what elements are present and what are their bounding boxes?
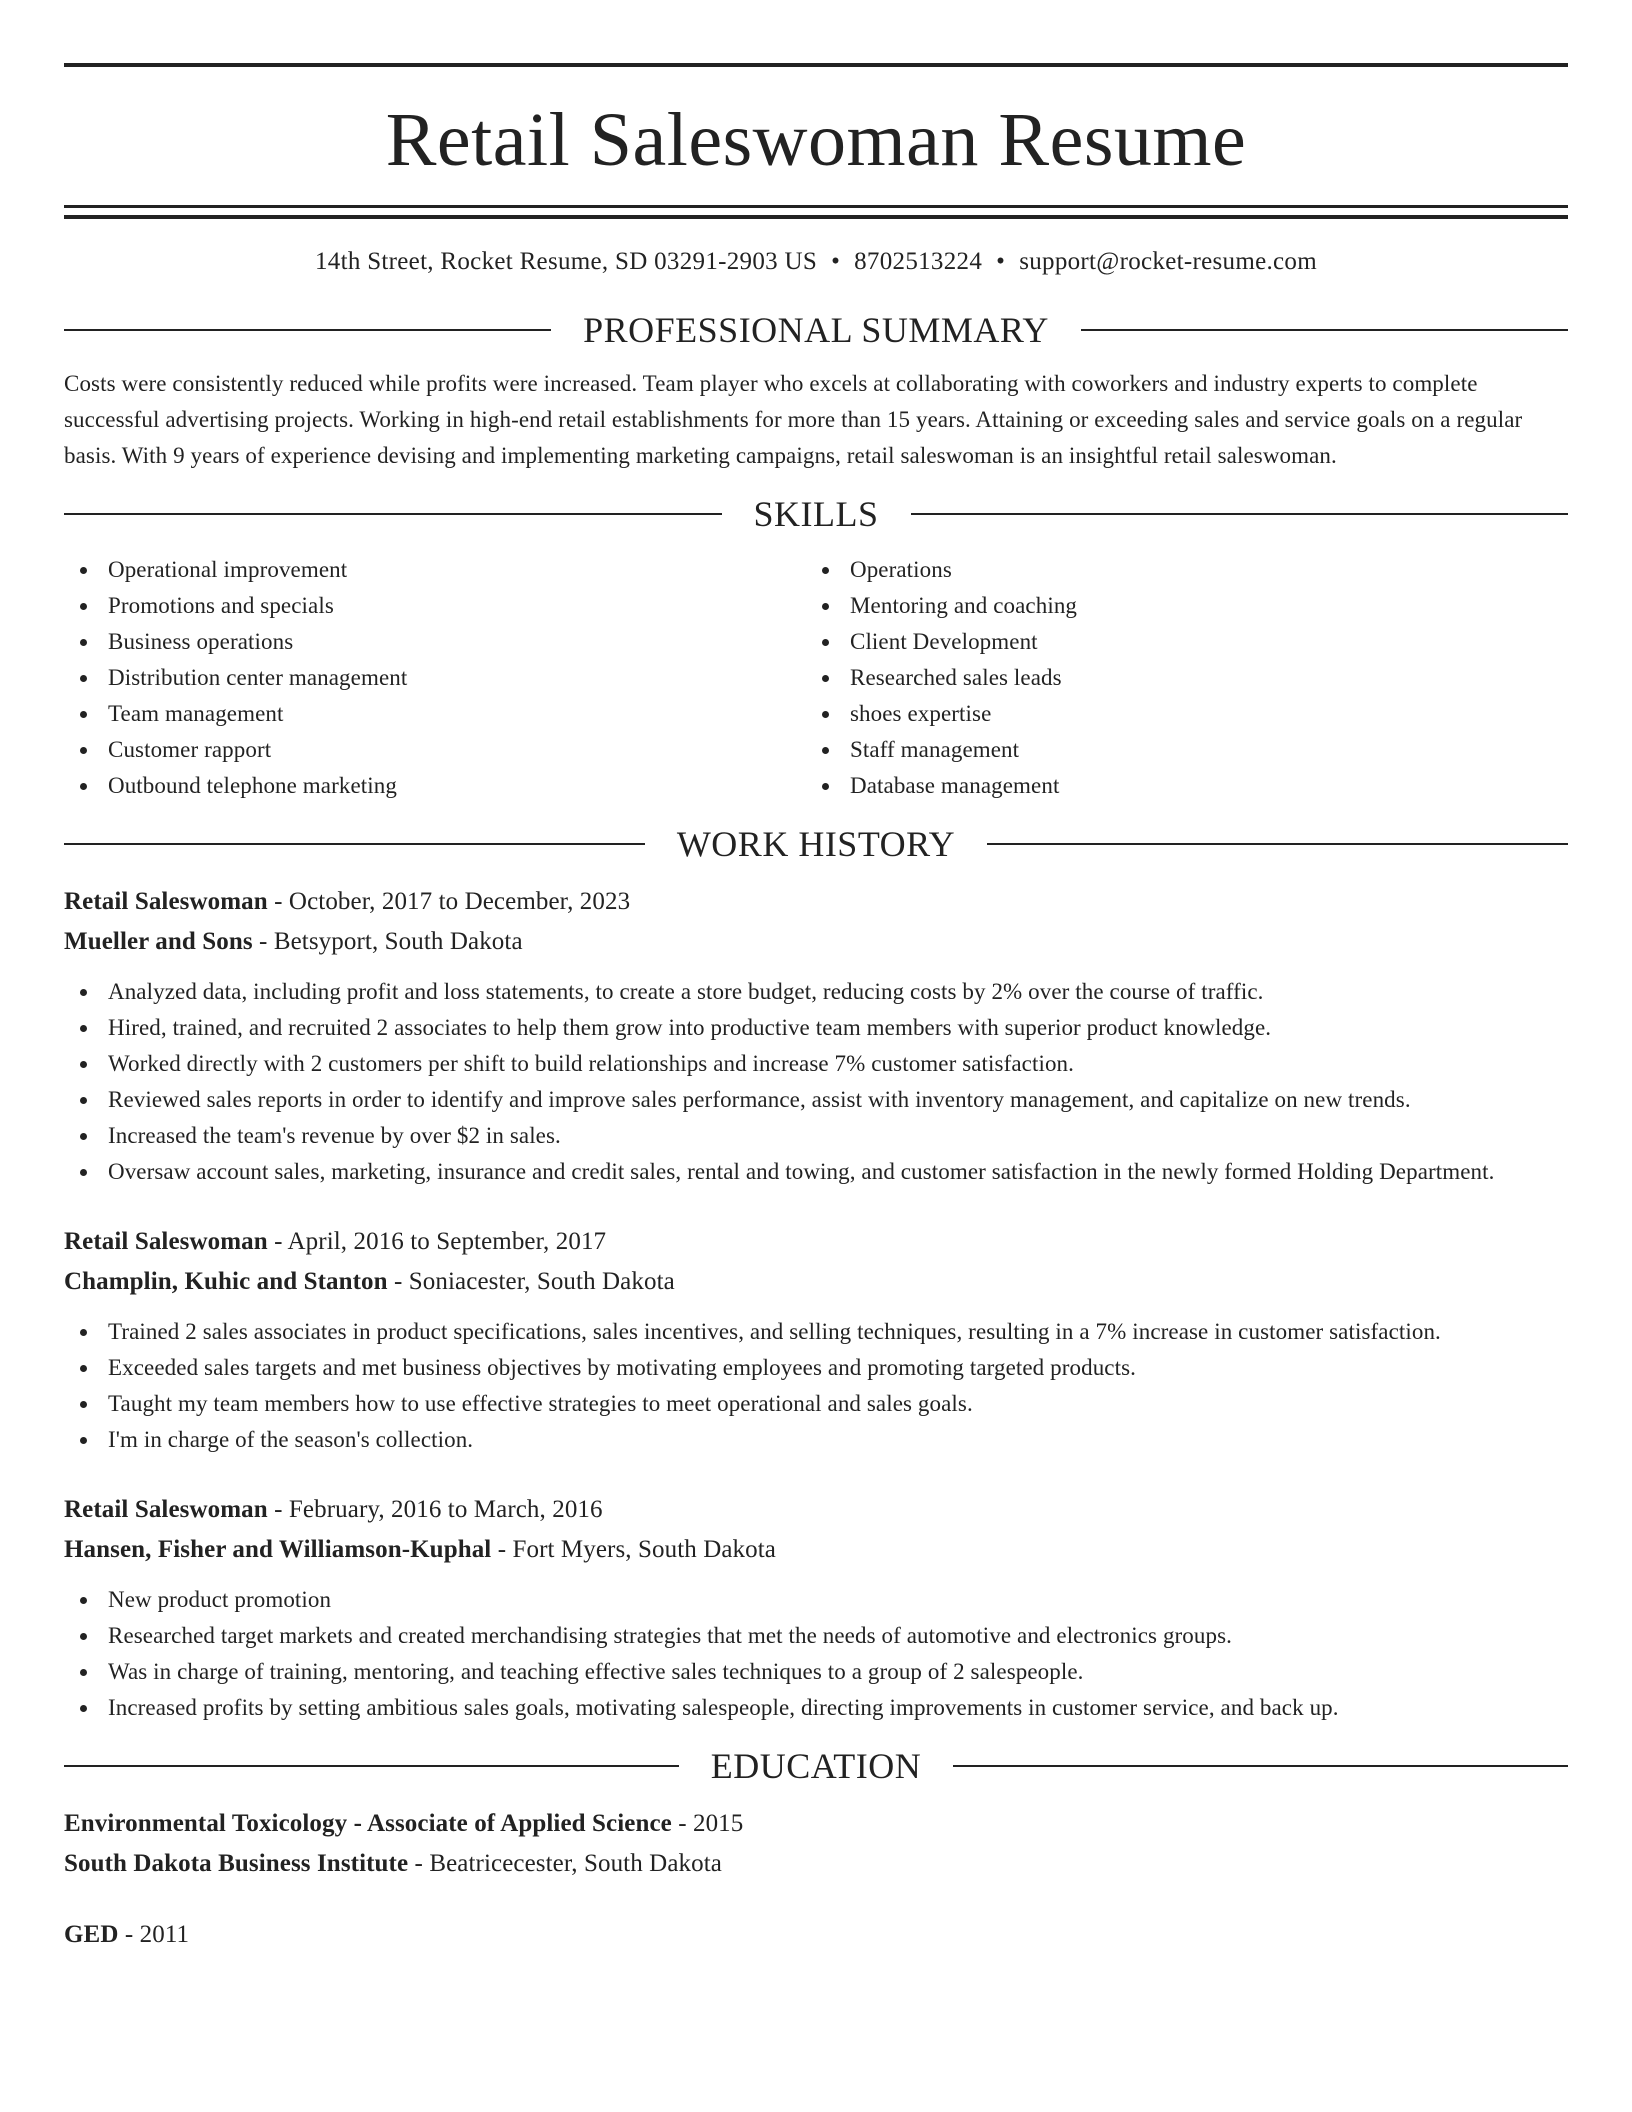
- contact-email: support@rocket-resume.com: [1019, 248, 1317, 275]
- job-dates: October, 2017 to December, 2023: [288, 888, 631, 915]
- section-heading-work: [64, 822, 1568, 866]
- job-title: Retail Saleswoman: [64, 1496, 268, 1523]
- job-bullet: Reviewed sales reports in order to identify and improve sales performance, assist with inventory management, and capitalize on new trends.: [64, 1082, 1568, 1118]
- job-location: Soniacester, South Dakota: [408, 1268, 675, 1295]
- skill-item: Researched sales leads: [806, 660, 1548, 696]
- education-school: South Dakota Business Institute: [64, 1850, 409, 1877]
- job-bullet: I'm in charge of the season's collection.: [64, 1422, 1568, 1458]
- job-bullets: [64, 1314, 1568, 1458]
- skill-item: Client Development: [806, 624, 1548, 660]
- heading-label: EDUCATION: [710, 1746, 922, 1786]
- job-title-line: Retail Saleswoman - April, 2016 to September, 2017: [64, 1228, 607, 1255]
- education-year: 2011: [139, 1921, 190, 1948]
- contact-separator: •: [831, 248, 841, 275]
- job-bullet: Researched target markets and created merchandising strategies that met the needs of automotive and electronics groups.: [64, 1618, 1568, 1654]
- heading-rule: [911, 513, 1569, 515]
- job-bullet: New product promotion: [64, 1582, 1568, 1618]
- heading-rule: [64, 513, 722, 515]
- skills-column-left: [64, 552, 806, 804]
- skill-item: Operations: [806, 552, 1548, 588]
- section-heading-skills: [64, 492, 1568, 536]
- job-location: Fort Myers, South Dakota: [512, 1536, 776, 1563]
- job-title-line: Retail Saleswoman - February, 2016 to March, 2016: [64, 1496, 603, 1523]
- education-degree-line: GED - 2011: [64, 1921, 190, 1948]
- skill-item: Operational improvement: [64, 552, 806, 588]
- job-bullet: Analyzed data, including profit and loss statements, to create a store budget, reducing costs by 2% over the course of traffic.: [64, 974, 1568, 1010]
- skills-list: [64, 552, 1568, 804]
- contact-phone: 8702513224: [854, 248, 983, 275]
- education-year: 2015: [692, 1810, 744, 1837]
- resume-page: [64, 0, 1568, 1955]
- skill-item: Customer rapport: [64, 732, 806, 768]
- heading-rule: [64, 1765, 679, 1767]
- job-entry: [64, 1222, 1568, 1458]
- education-degree-line: Environmental Toxicology - Associate of Applied Science - 2015: [64, 1810, 744, 1837]
- contact-separator: •: [996, 248, 1006, 275]
- job-company: Champlin, Kuhic and Stanton: [64, 1268, 388, 1295]
- section-heading-education: [64, 1744, 1568, 1788]
- section-heading-summary: [64, 308, 1568, 352]
- job-bullet: Trained 2 sales associates in product specifications, sales incentives, and selling techniques, resulting in a 7% increase in customer satisfaction.: [64, 1314, 1568, 1350]
- skill-item: Outbound telephone marketing: [64, 768, 806, 804]
- contact-address: 14th Street, Rocket Resume, SD 03291-2903 US: [315, 248, 818, 275]
- heading-rule: [1081, 329, 1568, 331]
- job-bullet: Hired, trained, and recruited 2 associates to help them grow into productive team members with superior product knowledge.: [64, 1010, 1568, 1046]
- skill-item: Staff management: [806, 732, 1548, 768]
- job-bullets: [64, 974, 1568, 1190]
- job-entry: [64, 882, 1568, 1190]
- education-school-line: South Dakota Business Institute - Beatricecester, South Dakota: [64, 1850, 722, 1877]
- job-bullet: Increased profits by setting ambitious sales goals, motivating salespeople, directing improvements in customer service, and back up.: [64, 1690, 1568, 1726]
- job-company-line: Champlin, Kuhic and Stanton - Soniacester, South Dakota: [64, 1268, 675, 1295]
- education-degree: GED: [64, 1921, 119, 1948]
- job-dates: February, 2016 to March, 2016: [288, 1496, 603, 1523]
- skill-item: Team management: [64, 696, 806, 732]
- education-entry: [64, 1915, 1568, 1955]
- education-location: Beatricecester, South Dakota: [429, 1850, 722, 1877]
- job-location: Betsyport, South Dakota: [273, 928, 523, 955]
- title-double-rule: [64, 205, 1568, 219]
- job-bullet: Oversaw account sales, marketing, insurance and credit sales, rental and towing, and customer satisfaction in the newly formed Holding Department.: [64, 1154, 1568, 1190]
- job-title: Retail Saleswoman: [64, 1228, 268, 1255]
- job-bullets: [64, 1582, 1568, 1726]
- top-rule: [64, 63, 1568, 67]
- skill-item: Database management: [806, 768, 1548, 804]
- heading-rule: [953, 1765, 1568, 1767]
- job-dates: April, 2016 to September, 2017: [287, 1228, 607, 1255]
- job-company: Hansen, Fisher and Williamson-Kuphal: [64, 1536, 492, 1563]
- heading-label: PROFESSIONAL SUMMARY: [583, 310, 1049, 350]
- job-title-line: Retail Saleswoman - October, 2017 to December, 2023: [64, 888, 631, 915]
- summary-text: Costs were consistently reduced while profits were increased. Team player who excels at collaborating with coworkers and industry experts to complete successful advertising projects. Working in high-end retail establishments for more than 15 years. Attaining or exceeding sales and service goals on a regular basis. With 9 years of experience devising and implementing marketing campaigns, retail saleswoman is an insightful retail saleswoman.: [64, 371, 1523, 468]
- heading-label: WORK HISTORY: [676, 824, 956, 864]
- heading-label: SKILLS: [753, 494, 879, 534]
- job-bullet: Was in charge of training, mentoring, and teaching effective sales techniques to a group of 2 salespeople.: [64, 1654, 1568, 1690]
- skill-item: Distribution center management: [64, 660, 806, 696]
- education-entry: [64, 1804, 1568, 1884]
- skill-item: Mentoring and coaching: [806, 588, 1548, 624]
- skill-item: shoes expertise: [806, 696, 1548, 732]
- heading-rule: [64, 843, 645, 845]
- education-degree: Environmental Toxicology - Associate of Applied Science: [64, 1810, 672, 1837]
- job-bullet: Exceeded sales targets and met business objectives by motivating employees and promoting targeted products.: [64, 1350, 1568, 1386]
- job-bullet: Increased the team's revenue by over $2 in sales.: [64, 1118, 1568, 1154]
- job-company: Mueller and Sons: [64, 928, 253, 955]
- job-entry: [64, 1490, 1568, 1726]
- job-bullet: Worked directly with 2 customers per shift to build relationships and increase 7% customer satisfaction.: [64, 1046, 1568, 1082]
- heading-rule: [64, 329, 551, 331]
- job-bullet: Taught my team members how to use effective strategies to meet operational and sales goals.: [64, 1386, 1568, 1422]
- job-company-line: Hansen, Fisher and Williamson-Kuphal - Fort Myers, South Dakota: [64, 1536, 776, 1563]
- skill-item: Business operations: [64, 624, 806, 660]
- skills-column-right: [806, 552, 1548, 804]
- job-company-line: Mueller and Sons - Betsyport, South Dakota: [64, 928, 523, 955]
- skill-item: Promotions and specials: [64, 588, 806, 624]
- heading-rule: [987, 843, 1568, 845]
- job-title: Retail Saleswoman: [64, 888, 268, 915]
- contact-line: [64, 246, 1568, 278]
- resume-title: Retail Saleswoman Resume: [385, 98, 1247, 182]
